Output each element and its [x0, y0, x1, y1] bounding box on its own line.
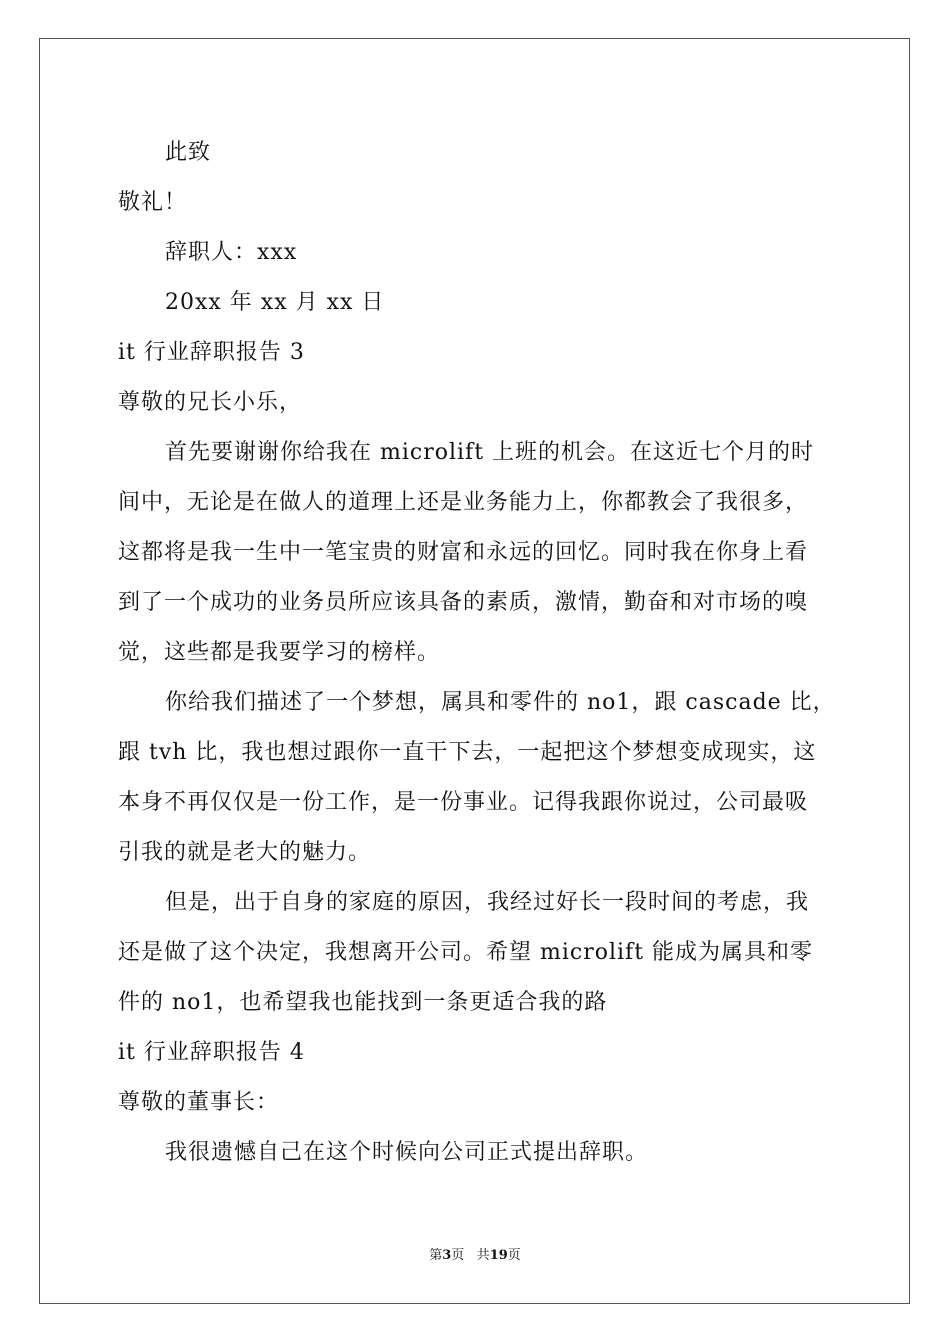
footer-page-number: 3	[442, 1248, 452, 1263]
text-line: 跟 tvh 比，我也想过跟你一直干下去，一起把这个梦想变成现实，这	[118, 740, 817, 765]
footer-total-suffix: 页	[507, 1248, 521, 1263]
document-body	[118, 128, 838, 1178]
footer-prefix: 第	[429, 1248, 443, 1263]
text-line: 我很遗憾自己在这个时候向公司正式提出辞职。	[165, 1140, 649, 1165]
text-line: 20xx 年 xx 月 xx 日	[165, 290, 385, 315]
text-line: 件的 no1，也希望我也能找到一条更适合我的路	[118, 990, 608, 1015]
text-line: 敬礼！	[118, 190, 188, 215]
text-line: 但是，出于自身的家庭的原因，我经过好长一段时间的考虑，我	[165, 890, 810, 915]
text-line: 觉，这些都是我要学习的榜样。	[118, 640, 441, 665]
text-line: 辞职人：xxx	[165, 240, 298, 265]
text-line: 你给我们描述了一个梦想，属具和零件的 no1，跟 cascade 比，	[165, 690, 836, 715]
text-line: 尊敬的董事长：	[118, 1090, 280, 1115]
text-line: 本身不再仅仅是一份工作，是一份事业。记得我跟你说过，公司最吸	[118, 790, 809, 815]
text-line: 这都将是我一生中一笔宝贵的财富和永远的回忆。同时我在你身上看	[118, 540, 809, 565]
footer-total-prefix: 共	[476, 1248, 490, 1263]
text-line: 还是做了这个决定，我想离开公司。希望 microlift 能成为属具和零	[118, 940, 814, 965]
text-line: 首先要谢谢你给我在 microlift 上班的机会。在这近七个月的时	[165, 440, 815, 465]
text-line: it 行业辞职报告 4	[118, 1040, 305, 1065]
text-line: 间中，无论是在做人的道理上还是业务能力上，你都教会了我很多，	[118, 490, 809, 515]
text-line: 到了一个成功的业务员所应该具备的素质，激情，勤奋和对市场的嗅	[118, 590, 809, 615]
text-line: 引我的就是老大的魅力。	[118, 840, 372, 865]
text-line: it 行业辞职报告 3	[118, 340, 305, 365]
text-line: 尊敬的兄长小乐，	[118, 390, 303, 415]
footer-total-pages: 19	[489, 1248, 508, 1263]
page-footer	[0, 1244, 950, 1263]
footer-page-suffix: 页	[451, 1248, 465, 1263]
text-line: 此致	[165, 140, 212, 165]
